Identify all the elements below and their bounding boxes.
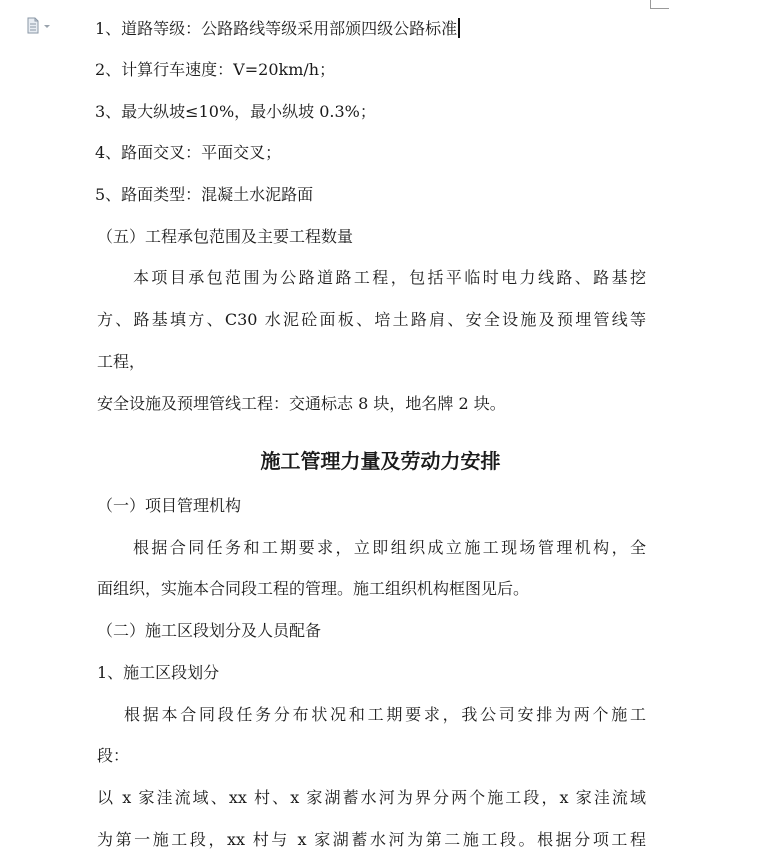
paragraph-line: 以 x 家洼流域、xx 村、x 家湖蓄水河为界分两个施工段，x 家洼流域 xyxy=(97,788,646,807)
text-line: 1、道路等级：公路路线等级采用部颁四级公路标准 xyxy=(95,18,460,39)
text-line: 2、计算行车速度：V=20km/h； xyxy=(95,60,336,79)
text-line: 4、路面交叉：平面交叉； xyxy=(95,143,282,162)
text-line: 5、路面类型：混凝土水泥路面 xyxy=(95,185,314,204)
paragraph-line: 本项目承包范围为公路道路工程，包括平临时电力线路、路基挖 xyxy=(133,268,646,287)
paragraph-line: 面组织，实施本合同段工程的管理。施工组织机构框图见后。 xyxy=(97,579,530,598)
section-heading: （五）工程承包范围及主要工程数量 xyxy=(97,227,354,246)
paragraph-line: 根据本合同段任务分布状况和工期要求，我公司安排为两个施工 xyxy=(124,705,646,724)
subsection-heading: 1、施工区段划分 xyxy=(97,663,220,682)
paragraph-line: 根据合同任务和工期要求，立即组织成立施工现场管理机构，全 xyxy=(133,538,646,557)
page-title: 施工管理力量及劳动力安排 xyxy=(260,449,501,473)
section-heading: （二）施工区段划分及人员配备 xyxy=(97,621,322,640)
paragraph-line: 安全设施及预埋管线工程：交通标志 8 块，地名牌 2 块。 xyxy=(97,394,506,413)
text-line: 3、最大纵坡≤10%，最小纵坡 0.3%； xyxy=(95,102,376,121)
text-cursor xyxy=(458,18,460,38)
paragraph-line: 方、路基填方、C30 水泥砼面板、培土路肩、安全设施及预埋管线等 xyxy=(97,310,646,329)
paragraph-line: 工程， xyxy=(97,352,146,371)
document-icon[interactable] xyxy=(27,17,53,35)
paragraph-line: 段： xyxy=(97,746,130,765)
section-heading: （一）项目管理机构 xyxy=(97,496,242,515)
page-corner-mark xyxy=(650,0,669,9)
paragraph-line: 为第一施工段，xx 村与 x 家湖蓄水河为第二施工段。根据分项工程 xyxy=(97,830,646,849)
